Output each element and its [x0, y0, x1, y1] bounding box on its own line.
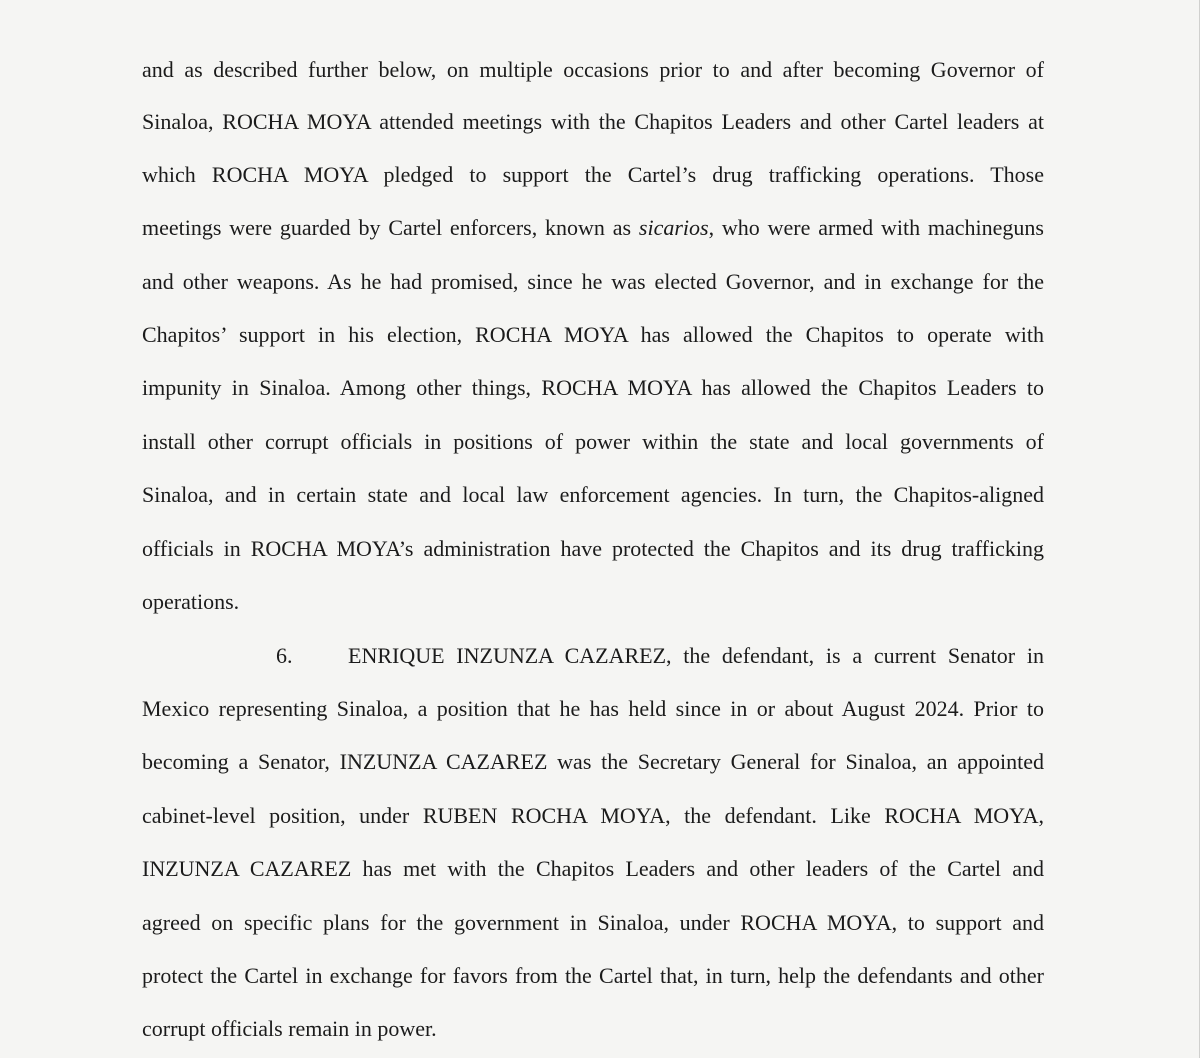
paragraph-5-line-7: impunity in Sinaloa. Among other things, ROCHA MOYA has allowed the Chapitos Leaders to [142, 375, 1044, 400]
line-4-text-after: , who were armed with machineguns [708, 215, 1044, 240]
paragraph-5-line-1: and as described further below, on multiple occasions prior to and after becoming Governor of [142, 57, 1044, 82]
paragraph-6-line-3: becoming a Senator, INZUNZA CAZAREZ was the Secretary General for Sinaloa, an appointed [142, 749, 1044, 774]
paragraph-6-line-5: INZUNZA CAZAREZ has met with the Chapitos Leaders and other leaders of the Cartel and [142, 856, 1044, 881]
paragraph-6-line-4: cabinet-level position, under RUBEN ROCHA MOYA, the defendant. Like ROCHA MOYA, [142, 803, 1044, 828]
paragraph-5-line-10: officials in ROCHA MOYA’s administration have protected the Chapitos and its drug trafficking [142, 536, 1044, 561]
paragraph-5-line-3: which ROCHA MOYA pledged to support the Cartel’s drug trafficking operations. Those [142, 162, 1044, 187]
italic-term-sicarios: sicarios [638, 215, 709, 240]
line-4-text-before: meetings were guarded by Cartel enforcers, known as [142, 215, 639, 240]
paragraph-5-line-5: and other weapons. As he had promised, since he was elected Governor, and in exchange for the [142, 269, 1044, 294]
paragraph-5-line-6: Chapitos’ support in his election, ROCHA MOYA has allowed the Chapitos to operate with [142, 322, 1044, 347]
paragraph-6-line-7: protect the Cartel in exchange for favors from the Cartel that, in turn, help the defendants and other [142, 963, 1044, 988]
paragraph-5-line-8: install other corrupt officials in positions of power within the state and local governments of [142, 429, 1044, 454]
paragraph-number: 6. [276, 643, 293, 668]
paragraph-6-line-8: corrupt officials remain in power. [142, 1016, 437, 1041]
paragraph-5-line-9: Sinaloa, and in certain state and local law enforcement agencies. In turn, the Chapitos-aligned [142, 482, 1044, 507]
paragraph-6-first-line: ENRIQUE INZUNZA CAZAREZ, the defendant, is a current Senator in [348, 643, 1044, 668]
paragraph-5-line-4 [142, 213, 1044, 243]
paragraph-5-line-2: Sinaloa, ROCHA MOYA attended meetings with the Chapitos Leaders and other Cartel leaders at [142, 109, 1044, 134]
paragraph-6-line-2: Mexico representing Sinaloa, a position that he has held since in or about August 2024. Prior to [142, 696, 1044, 721]
paragraph-5-line-11: operations. [142, 589, 240, 614]
paragraph-6-line-6: agreed on specific plans for the government in Sinaloa, under ROCHA MOYA, to support and [142, 910, 1044, 935]
